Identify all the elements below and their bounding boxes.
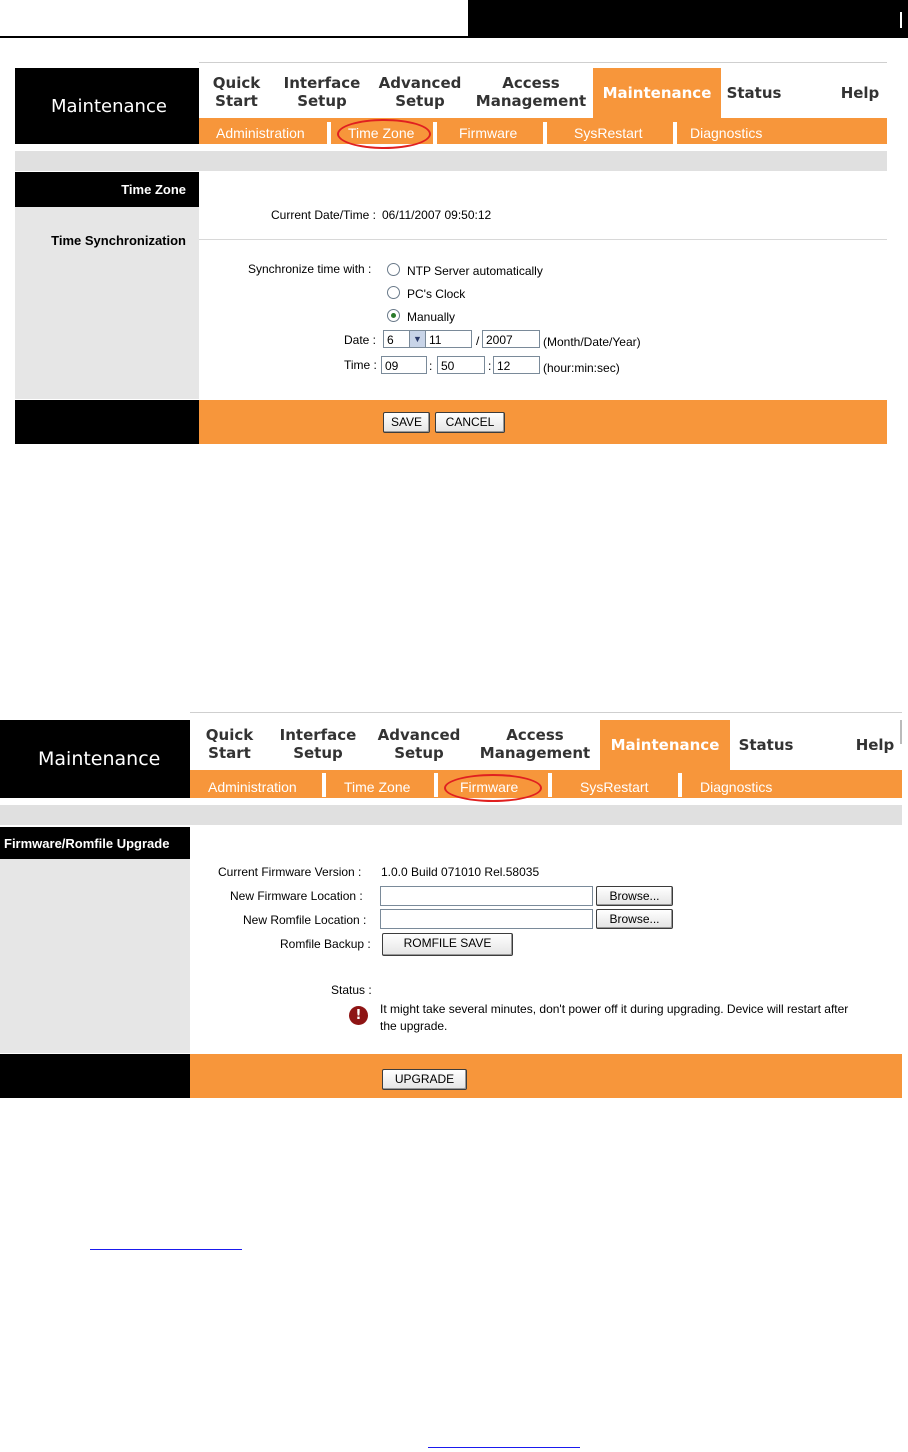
radio-pc-clock[interactable]	[387, 286, 400, 299]
current-datetime-label: Current Date/Time :	[271, 208, 376, 222]
tab-quick-start[interactable]: Quick Start	[205, 726, 254, 762]
subtab-separator	[434, 773, 438, 797]
subtab-firmware[interactable]: Firmware	[460, 779, 519, 795]
tab-quick-start[interactable]: Quick Start	[212, 74, 261, 110]
romfile-save-button[interactable]: ROMFILE SAVE	[382, 933, 513, 956]
brand-title: Maintenance	[51, 96, 167, 117]
page-header-rule	[0, 36, 470, 38]
second-input[interactable]: 12	[493, 356, 540, 374]
subtab-administration[interactable]: Administration	[208, 779, 297, 795]
tab-status[interactable]: Status	[738, 736, 794, 754]
spacer-bar	[0, 805, 902, 825]
new-fw-label: New Firmware Location :	[230, 889, 363, 903]
highlight-ellipse	[444, 774, 542, 802]
page-header-bar	[468, 0, 908, 38]
brand-title: Maintenance	[38, 748, 161, 770]
subtab-diagnostics[interactable]: Diagnostics	[690, 125, 763, 141]
subtab-separator	[433, 122, 437, 144]
time-hint: (hour:min:sec)	[543, 361, 620, 375]
section-label-time-zone: Time Zone	[121, 182, 186, 197]
browse-firmware-button[interactable]: Browse...	[596, 886, 673, 906]
footer-side	[0, 1054, 190, 1098]
tab-maintenance[interactable]: Maintenance	[610, 736, 720, 754]
tab-interface-setup[interactable]: Interface Setup	[279, 726, 357, 762]
footer-bar	[190, 1054, 902, 1098]
subtab-administration[interactable]: Administration	[216, 125, 305, 141]
footer-bar	[199, 400, 887, 444]
radio-ntp-label: NTP Server automatically	[407, 264, 543, 278]
romfile-file-input[interactable]	[380, 909, 593, 929]
spacer-bar	[15, 151, 887, 171]
top-nav-rule	[190, 712, 902, 713]
date-separator: /	[476, 334, 480, 348]
subnav-bar	[190, 770, 902, 798]
doc-link-underline[interactable]	[90, 1249, 242, 1250]
subtab-time-zone[interactable]: Time Zone	[344, 779, 411, 795]
save-button[interactable]: SAVE	[383, 412, 430, 433]
new-rom-label: New Romfile Location :	[243, 913, 367, 927]
section-label-time-sync: Time Synchronization	[51, 233, 186, 248]
firmware-file-input[interactable]	[380, 886, 593, 906]
month-select[interactable]	[383, 330, 426, 348]
subtab-sysrestart[interactable]: SysRestart	[574, 125, 643, 141]
screenshot-firmware	[0, 712, 902, 1098]
date-label: Date :	[344, 333, 377, 347]
year-input[interactable]: 2007	[482, 330, 540, 348]
warning-icon: !	[349, 1006, 368, 1025]
subtab-separator	[678, 773, 682, 797]
fw-version-label: Current Firmware Version :	[218, 865, 362, 879]
subtab-sysrestart[interactable]: SysRestart	[580, 779, 649, 795]
subtab-separator	[548, 773, 552, 797]
radio-manually[interactable]	[387, 309, 400, 322]
time-separator: :	[429, 359, 433, 373]
time-label: Time :	[344, 358, 377, 372]
tab-advanced-setup[interactable]: Advanced Setup	[378, 74, 462, 110]
divider	[199, 239, 887, 240]
chevron-down-icon: ▼	[409, 331, 425, 347]
backup-label: Romfile Backup :	[280, 937, 371, 951]
tab-access-management[interactable]: Access Management	[475, 74, 587, 110]
sync-label: Synchronize time with :	[248, 262, 372, 276]
status-label: Status :	[331, 983, 372, 997]
tab-help[interactable]: Help	[840, 84, 880, 102]
section-label-firmware: Firmware/Romfile Upgrade	[4, 836, 170, 851]
tab-status[interactable]: Status	[726, 84, 782, 102]
month-value: 6	[387, 333, 394, 347]
status-message-2: the upgrade.	[380, 1019, 448, 1033]
subtab-separator	[327, 122, 331, 144]
upgrade-button[interactable]: UPGRADE	[382, 1069, 467, 1090]
subtab-separator	[543, 122, 547, 144]
tab-interface-setup[interactable]: Interface Setup	[283, 74, 361, 110]
time-separator: :	[488, 359, 492, 373]
status-message-1: It might take several minutes, don't power off it during upgrading. Device will restart after	[380, 1002, 849, 1016]
highlight-ellipse	[337, 119, 431, 149]
doc-link-underline[interactable]	[428, 1447, 580, 1448]
subtab-diagnostics[interactable]: Diagnostics	[700, 779, 773, 795]
subtab-time-zone[interactable]: Time Zone	[348, 125, 415, 141]
tab-maintenance[interactable]: Maintenance	[602, 84, 712, 102]
nav-edge	[900, 720, 902, 744]
radio-manually-label: Manually	[407, 310, 456, 324]
subtab-firmware[interactable]: Firmware	[459, 125, 518, 141]
cancel-button[interactable]: CANCEL	[435, 412, 505, 433]
current-datetime-value: 06/11/2007 09:50:12	[382, 208, 492, 222]
fw-version-value: 1.0.0 Build 071010 Rel.58035	[381, 865, 540, 879]
hour-input[interactable]: 09	[381, 356, 427, 374]
subtab-separator	[673, 122, 677, 144]
top-nav-rule	[199, 62, 887, 63]
radio-ntp[interactable]	[387, 263, 400, 276]
browse-romfile-button[interactable]: Browse...	[596, 909, 673, 929]
tab-help[interactable]: Help	[855, 736, 895, 754]
day-input[interactable]: 11	[425, 330, 472, 348]
footer-side	[15, 400, 199, 444]
date-hint: (Month/Date/Year)	[543, 335, 641, 349]
subtab-separator	[322, 773, 326, 797]
tab-advanced-setup[interactable]: Advanced Setup	[377, 726, 461, 762]
screenshot-time-zone	[15, 62, 887, 444]
side-column	[0, 859, 190, 1053]
minute-input[interactable]: 50	[437, 356, 485, 374]
radio-pc-clock-label: PC's Clock	[407, 287, 466, 301]
tab-access-management[interactable]: Access Management	[479, 726, 591, 762]
